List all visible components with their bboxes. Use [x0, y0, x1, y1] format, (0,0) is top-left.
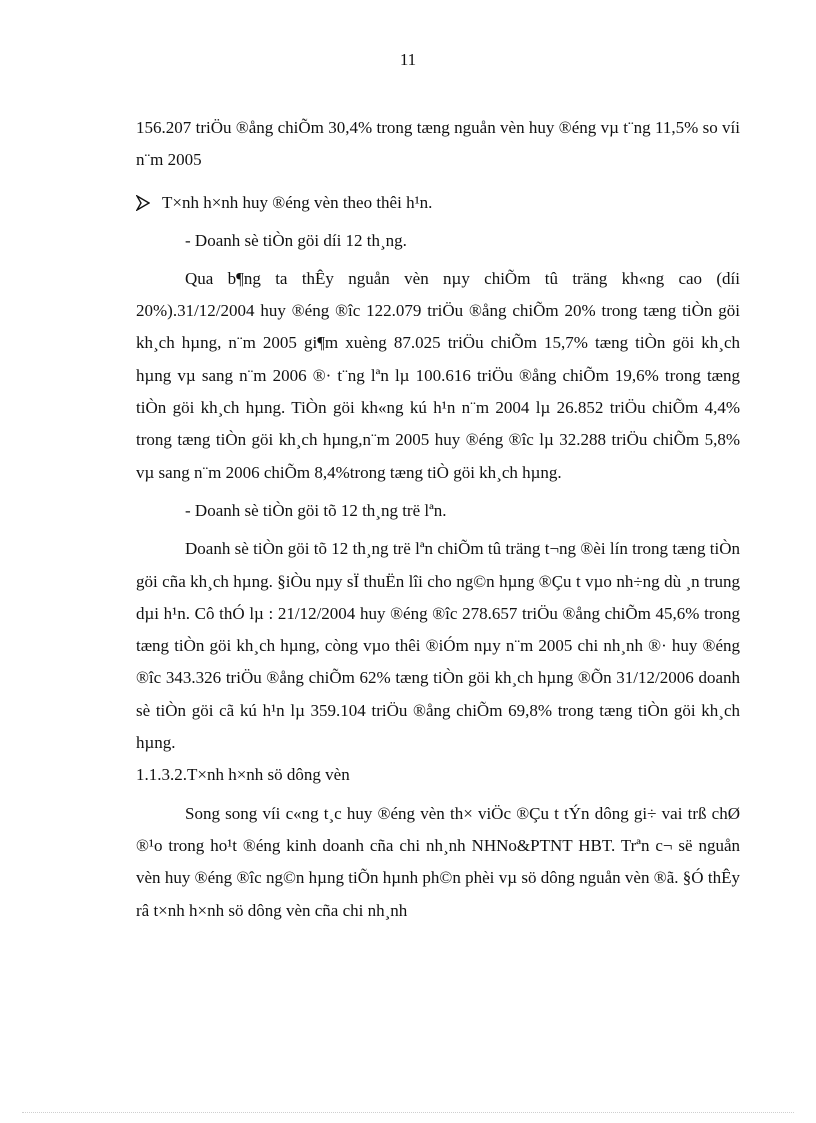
arrowhead-bullet-icon: [136, 187, 162, 219]
paragraph-1: 156.207 triÖu ®ång chiÕm 30,4% trong tæng nguån vèn huy ®éng vµ t¨ng 11,5% so víi n¨m 2005: [136, 118, 740, 170]
dash-item-under-12-months: - Doanh sè tiÒn göi díi 12 th¸ng.: [185, 230, 407, 250]
section-heading: 1.1.3.2.T×nh h×nh sö dông vèn: [136, 765, 350, 785]
page-body: [136, 112, 740, 927]
paragraph-4: Song song víi c«ng t¸c huy ®éng vèn th× viÖc ®Çu t tÝn dông gi÷ vai trß chØ ®¹o trong ho¹t ®éng kinh doanh cña chi nh¸nh NHNo&PTNT HBT. Trªn c¬ së nguån vèn huy ®éng ®îc ng©n hµng tiÕn hµnh ph©n phèi vµ sö dông nguån vèn ®ã. §Ó thÊy râ t×nh h×nh sö dông vèn cña chi nh¸nh: [136, 803, 740, 920]
bullet-text: T×nh h×nh huy ®éng vèn theo thêi h¹n.: [162, 192, 433, 212]
page-bottom-divider: [22, 1112, 794, 1113]
page-number: 11: [399, 50, 417, 69]
paragraph-3: Doanh sè tiÒn göi tõ 12 th¸ng trë lªn chiÕm tû träng t¬ng ®èi lín trong tæng tiÒn göi cña kh¸ch hµng. §iÒu nµy sÏ thuËn lîi cho ng©n hµng ®Çu t vµo nh÷ng dù ¸n trung dµi h¹n. Cô thÓ lµ : 21/12/2004 huy ®éng ®îc 278.657 triÖu ®ång chiÕm 45,6% trong tæng tiÒn göi kh¸ch hµng, còng vµo thêi ®iÓm nµy n¨m 2005 chi nh¸nh ®· huy ®éng ®îc 343.326 triÖu ®ång chiÕm 62% tæng tiÒn göi kh¸ch hµng ®Õn 31/12/2006 doanh sè tiÒn göi cã kú h¹n lµ 359.104 triÖu ®ång chiÕm 69,8% trong tæng tiÒn göi kh¸ch hµng.: [136, 539, 740, 753]
bullet-item: [136, 187, 740, 219]
dash-item-over-12-months: - Doanh sè tiÒn göi tõ 12 th¸ng trë lªn.: [185, 500, 447, 520]
paragraph-2: Qua b¶ng ta thÊy nguån vèn nµy chiÕm tû träng kh«ng cao (díi 20%).31/12/2004 huy ®éng ®îc 122.079 triÖu ®ång chiÕm 20% trong tæng tiÒn göi kh¸ch hµng, n¨m 2005 gi¶m xuèng 87.025 triÖu chiÕm 15,7% tæng tiÒn göi kh¸ch hµng vµ sang n¨m 2006 ®· t¨ng lªn lµ 100.616 triÖu ®ång chiÕm 19,6% trong tæng tiÒn göi kh¸ch hµng. TiÒn göi kh«ng kú h¹n n¨m 2004 lµ 26.852 triÖu chiÕm 4,4% trong tæng tiÒn göi kh¸ch hµng,n¨m 2005 huy ®éng ®îc lµ 32.288 triÖu chiÕm 5,8% vµ sang n¨m 2006 chiÕm 8,4%trong tæng tiÒ göi kh¸ch hµng.: [136, 268, 740, 482]
